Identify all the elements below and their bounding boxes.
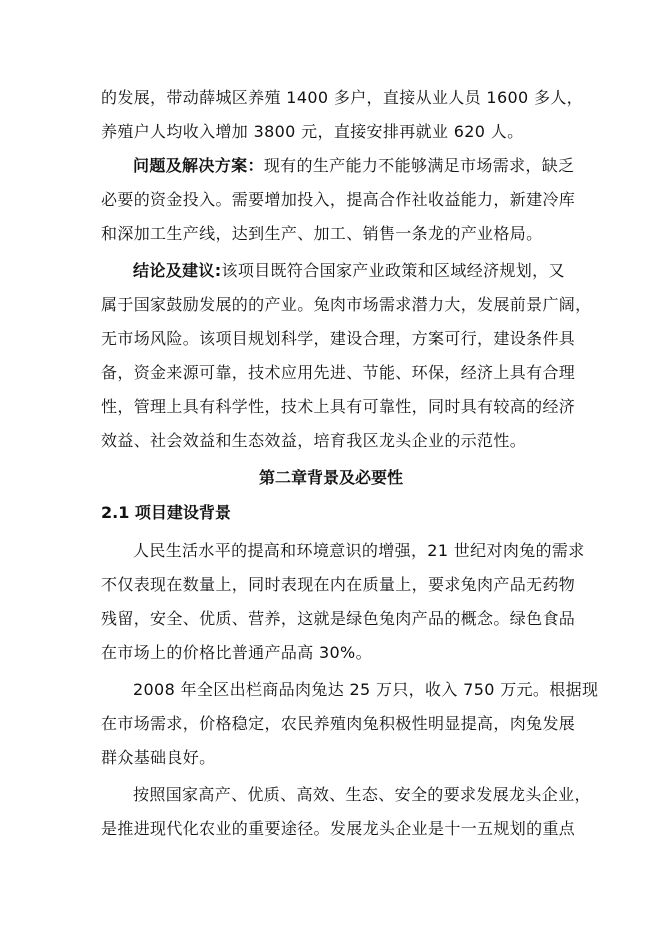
problem-label: 问题及解决方案： bbox=[133, 156, 264, 175]
conclusion-text: 该项目既符合国家产业政策和区域经济规划，又 bbox=[221, 261, 565, 280]
paragraph-line: 人民生活水平的提高和环境意识的增强，21 世纪对肉兔的需求 bbox=[133, 541, 585, 560]
paragraph-line: 必要的资金投入。需要增加投入，提高合作社收益能力，新建冷库 bbox=[101, 190, 576, 209]
paragraph-line: 2008 年全区出栏商品肉兔达 25 万只，收入 750 万元。根据现 bbox=[133, 680, 599, 699]
paragraph-line: 属于国家鼓励发展的的产业。兔肉市场需求潜力大，发展前景广阔， bbox=[101, 295, 592, 314]
paragraph-line: 按照国家高产、优质、高效、生态、安全的要求发展龙头企业， bbox=[133, 785, 591, 804]
section-heading: 2.1 项目建设背景 bbox=[101, 503, 231, 522]
paragraph-line: 效益、社会效益和生态效益，培育我区龙头企业的示范性。 bbox=[101, 431, 527, 450]
conclusion-paragraph-first-line bbox=[133, 260, 563, 282]
paragraph-line: 在市场上的价格比普通产品高 30%。 bbox=[101, 643, 372, 662]
paragraph-line: 养殖户人均收入增加 3800 元，直接安排再就业 620 人。 bbox=[101, 122, 524, 141]
chapter-heading: 第二章背景及必要性 bbox=[258, 468, 403, 487]
paragraph-line: 和深加工生产线，达到生产、加工、销售一条龙的产业格局。 bbox=[101, 224, 543, 243]
problem-text: 现有的生产能力不能够满足市场需求，缺乏 bbox=[263, 156, 575, 175]
paragraph-line: 在市场需求，价格稳定，农民养殖肉兔积极性明显提高，肉兔发展 bbox=[101, 714, 576, 733]
paragraph-line: 不仅表现在数量上，同时表现在内在质量上，要求兔肉产品无药物 bbox=[101, 575, 576, 594]
paragraph-line: 备，资金来源可靠，技术应用先进、节能、环保，经济上具有合理 bbox=[101, 363, 576, 382]
paragraph-line: 群众基础良好。 bbox=[101, 748, 216, 767]
paragraph-line: 是推进现代化农业的重要途径。发展龙头企业是十一五规划的重点 bbox=[101, 819, 576, 838]
conclusion-label: 结论及建议: bbox=[133, 261, 222, 280]
paragraph-line: 的发展，带动薛城区养殖 1400 多户，直接从业人员 1600 多人， bbox=[101, 88, 584, 107]
paragraph-line: 残留，安全、优质、营养，这就是绿色兔肉产品的概念。绿色食品 bbox=[101, 609, 576, 628]
paragraph-line: 性，管理上具有科学性，技术上具有可靠性，同时具有较高的经济 bbox=[101, 397, 576, 416]
paragraph-line: 无市场风险。该项目规划科学，建设合理，方案可行，建设条件具 bbox=[101, 329, 576, 348]
problem-paragraph-first-line bbox=[133, 155, 575, 177]
